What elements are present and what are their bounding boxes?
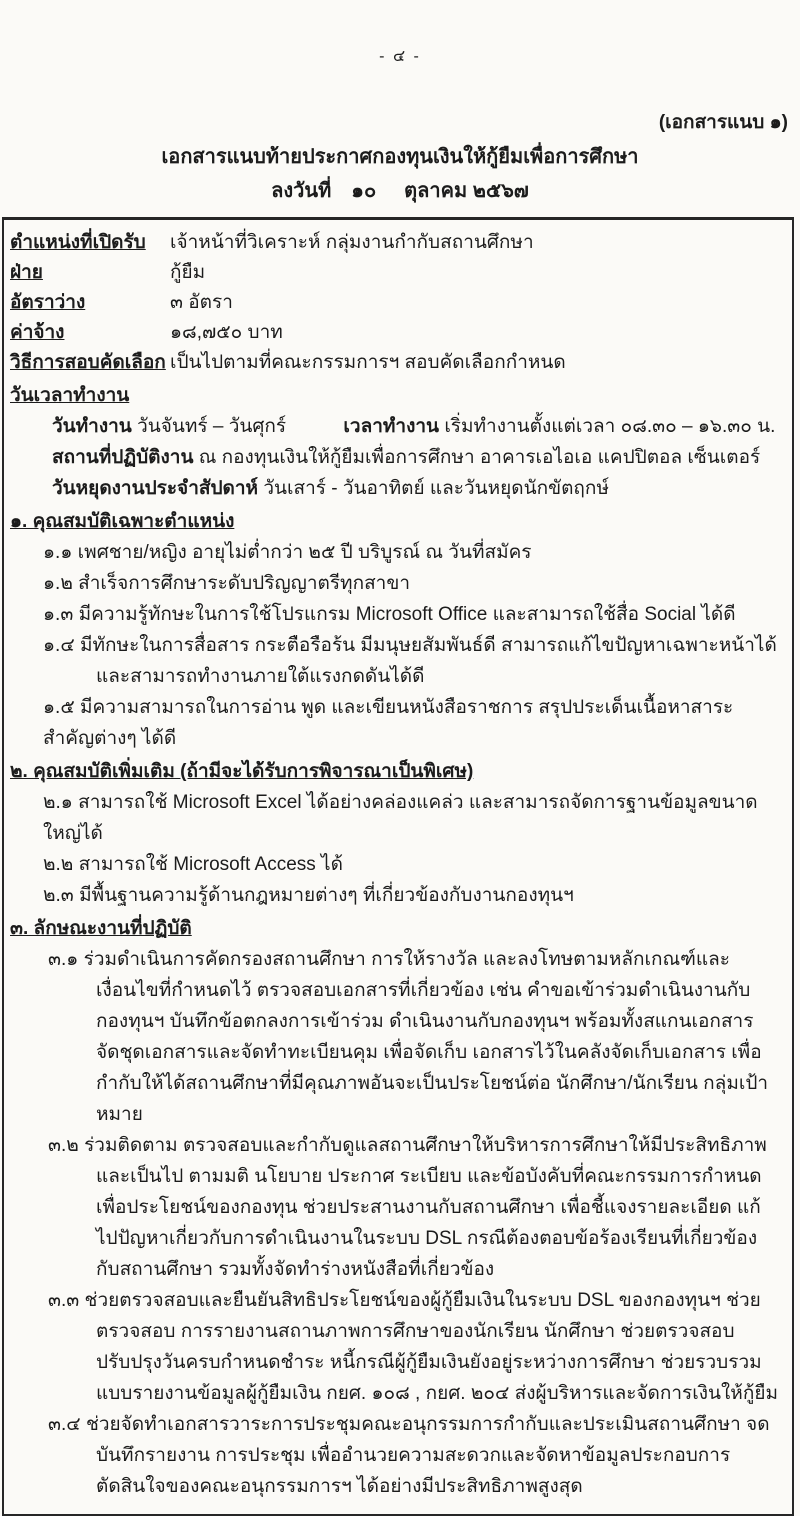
section2-heading: ๒. คุณสมบัติเพิ่มเติม (ถ้ามีจะได้รับการพิจารณาเป็นพิเศษ) [10, 761, 474, 782]
section2-item-2-3: ๒.๓ มีพื้นฐานความรู้ด้านกฎหมายต่างๆ ที่เกี่ยวข้องกับงานกองทุนฯ [43, 885, 574, 906]
weekly-holiday-label: วันหยุดงานประจำสัปดาห์ [52, 478, 259, 499]
field-value-position: เจ้าหน้าที่วิเคราะห์ กลุ่มงานกำกับสถานศึกษา [170, 232, 534, 253]
section1-item-1-5: ๑.๕ มีความสามารถในการอ่าน พูด และเขียนหนังสือราชการ สรุปประเด็นเนื้อหาสาระสำคัญต่างๆ ได้ดี [43, 697, 734, 749]
section1-item-1-3: ๑.๓ มีความรู้ทักษะในการใช้โปรแกรม Microsoft Office และสามารถใช้สื่อ Social ได้ดี [43, 604, 736, 625]
document-title: เอกสารแนบท้ายประกาศกองทุนเงินให้กู้ยืมเพื่อการศึกษา [161, 146, 639, 168]
section2-item-2-1: ๒.๑ สามารถใช้ Microsoft Excel ได้อย่างคล่องแคล่ว และสามารถจัดการฐานข้อมูลขนาดใหญ่ได้ [43, 792, 758, 844]
field-row-salary [10, 318, 778, 348]
section3-item-3-2 [10, 1130, 778, 1285]
section3-item-3-1 [10, 944, 778, 1130]
workplace-value: ณ กองทุนเงินให้กู้ยืมเพื่อการศึกษา อาคารเอไอเอ แคปปิตอล เซ็นเตอร์ [198, 447, 761, 468]
section3-item-3-4-text: ช่วยจัดทำเอกสารวาระการประชุมคณะอนุกรรมการกำกับและประเมินสถานศึกษา จดบันทึกรายงาน การประชุม เพื่ออำนวยความสะดวกและจัดหาข้อมูลประกอบการตัดสินใจของคณะอนุกรรมการฯ ได้อย่างมีประสิทธิภาพสูงสุด [85, 1414, 770, 1497]
section3-item-3-4-number: ๓.๔ [48, 1414, 81, 1435]
section3-item-3-2-text: ร่วมติดตาม ตรวจสอบและกำกับดูแลสถานศึกษาให้บริหารการศึกษาให้มีประสิทธิภาพและเป็นไป ตามมติ นโยบาย ประกาศ ระเบียบ และข้อบังคับที่คณะกรรมการกำหนด เพื่อประโยชน์ของกองทุน ช่วยประสานงานกับสถานศึกษา เพื่อชี้แจงรายละเอียด แก้ไปปัญหาเกี่ยวกับการดำเนินงานในระบบ DSL กรณีต้องตอบข้อร้องเรียนที่เกี่ยวข้องกับสถานศึกษา รวมทั้งจัดทำร่างหนังสือที่เกี่ยวข้อง [84, 1135, 767, 1280]
field-row-selection-method [10, 348, 778, 378]
section3-heading: ๓. ลักษณะงานที่ปฏิบัติ [10, 918, 192, 939]
section3-item-3-2-number: ๓.๒ [48, 1135, 79, 1156]
work-day-label: วันทำงาน [52, 416, 132, 437]
field-row-position [10, 228, 778, 258]
field-label-position: ตำแหน่งที่เปิดรับ [10, 232, 146, 253]
weekly-holiday-value: วันเสาร์ - วันอาทิตย์ และวันหยุดนักขัตฤกษ์ [263, 478, 609, 499]
section1-item-1-2: ๑.๒ สำเร็จการศึกษาระดับปริญญาตรีทุกสาขา [43, 573, 410, 594]
date-day: ๑๐ [351, 180, 377, 202]
document-body-box [2, 217, 794, 1516]
section3-item-3-3 [10, 1285, 778, 1409]
field-row-department [10, 258, 778, 288]
section2-item-2-2: ๒.๒ สามารถใช้ Microsoft Access ได้ [43, 854, 343, 875]
field-value-department: กู้ยืม [170, 262, 206, 283]
section1-item-1-1: ๑.๑ เพศชาย/หญิง อายุไม่ต่ำกว่า ๒๕ ปี บริบูรณ์ ณ วันที่สมัคร [43, 542, 532, 563]
workplace-label: สถานที่ปฏิบัติงาน [52, 447, 194, 468]
date-prefix: ลงวันที่ [271, 180, 332, 202]
attachment-note: (เอกสารแนบ ๑) [658, 112, 788, 133]
section1-heading: ๑. คุณสมบัติเฉพาะตำแหน่ง [10, 511, 235, 532]
weekly-holiday-line [10, 473, 778, 504]
work-schedule-heading: วันเวลาทำงาน [10, 385, 130, 406]
field-label-selection-method: วิธีการสอบคัดเลือก [10, 352, 166, 373]
work-day-time-line [10, 411, 778, 442]
field-label-salary: ค่าจ้าง [10, 322, 65, 343]
field-label-department: ฝ่าย [10, 262, 43, 283]
section3-item-3-3-text: ช่วยตรวจสอบและยืนยันสิทธิประโยชน์ของผู้กู้ยืมเงินในระบบ DSL ของกองทุนฯ ช่วยตรวจสอบ การรายงานสถานภาพการศึกษาของนักเรียน นักศึกษา ช่วยตรวจสอบปรับปรุงวันครบกำหนดชำระ หนี้กรณีผู้กู้ยืมเงินยังอยู่ระหว่างการศึกษา ช่วยรวบรวมแบบรายงานข้อมูลผู้กู้ยืมเงิน กยศ. ๑๐๘ , กยศ. ๒๐๔ ส่งผู้บริหารและจัดการเงินให้กู้ยืม [84, 1290, 778, 1404]
page-number: - ๔ - [379, 48, 421, 65]
section3-item-3-3-number: ๓.๓ [48, 1290, 80, 1311]
section1-item-1-4-continued: และสามารถทำงานภายใต้แรงกดดันได้ดี [96, 666, 425, 687]
field-row-vacancies [10, 288, 778, 318]
field-label-vacancies: อัตราว่าง [10, 292, 86, 313]
field-value-salary: ๑๘,๗๕๐ บาท [170, 322, 283, 343]
work-day-value: วันจันทร์ – วันศุกร์ [137, 416, 287, 437]
document-date [0, 177, 800, 205]
section3-item-3-1-number: ๓.๑ [48, 949, 79, 970]
section3-item-3-1-text: ร่วมดำเนินการคัดกรองสถานศึกษา การให้รางวัล และลงโทษตามหลักเกณฑ์และเงื่อนไขที่กำหนดไว้ ตรวจสอบเอกสารที่เกี่ยวข้อง เช่น คำขอเข้าร่วมดำเนินงานกับกองทุนฯ บันทึกข้อตกลงการเข้าร่วม ดำเนินงานกับกองทุนฯ พร้อมทั้งสแกนเอกสาร จัดชุดเอกสารและจัดทำทะเบียนคุม เพื่อจัดเก็บ เอกสารไว้ในคลังจัดเก็บเอกสาร เพื่อกำกับให้ได้สถานศึกษาที่มีคุณภาพอันจะเป็นประโยชน์ต่อ นักศึกษา/นักเรียน กลุ่มเป้าหมาย [83, 949, 769, 1125]
field-value-vacancies: ๓ อัตรา [170, 292, 233, 313]
work-time-label: เวลาทำงาน [343, 416, 440, 437]
workplace-line [10, 442, 778, 473]
field-value-selection-method: เป็นไปตามที่คณะกรรมการฯ สอบคัดเลือกกำหนด [170, 352, 566, 373]
section3-item-3-4 [10, 1409, 778, 1502]
date-month-year: ตุลาคม ๒๕๖๗ [404, 180, 529, 202]
section1-item-1-4: ๑.๔ มีทักษะในการสื่อสาร กระตือรือร้น มีมนุษยสัมพันธ์ดี สามารถแก้ไขปัญหาเฉพาะหน้าได้ [43, 635, 777, 656]
work-time-value: เริ่มทำงานตั้งแต่เวลา ๐๘.๓๐ – ๑๖.๓๐ น. [444, 416, 776, 437]
